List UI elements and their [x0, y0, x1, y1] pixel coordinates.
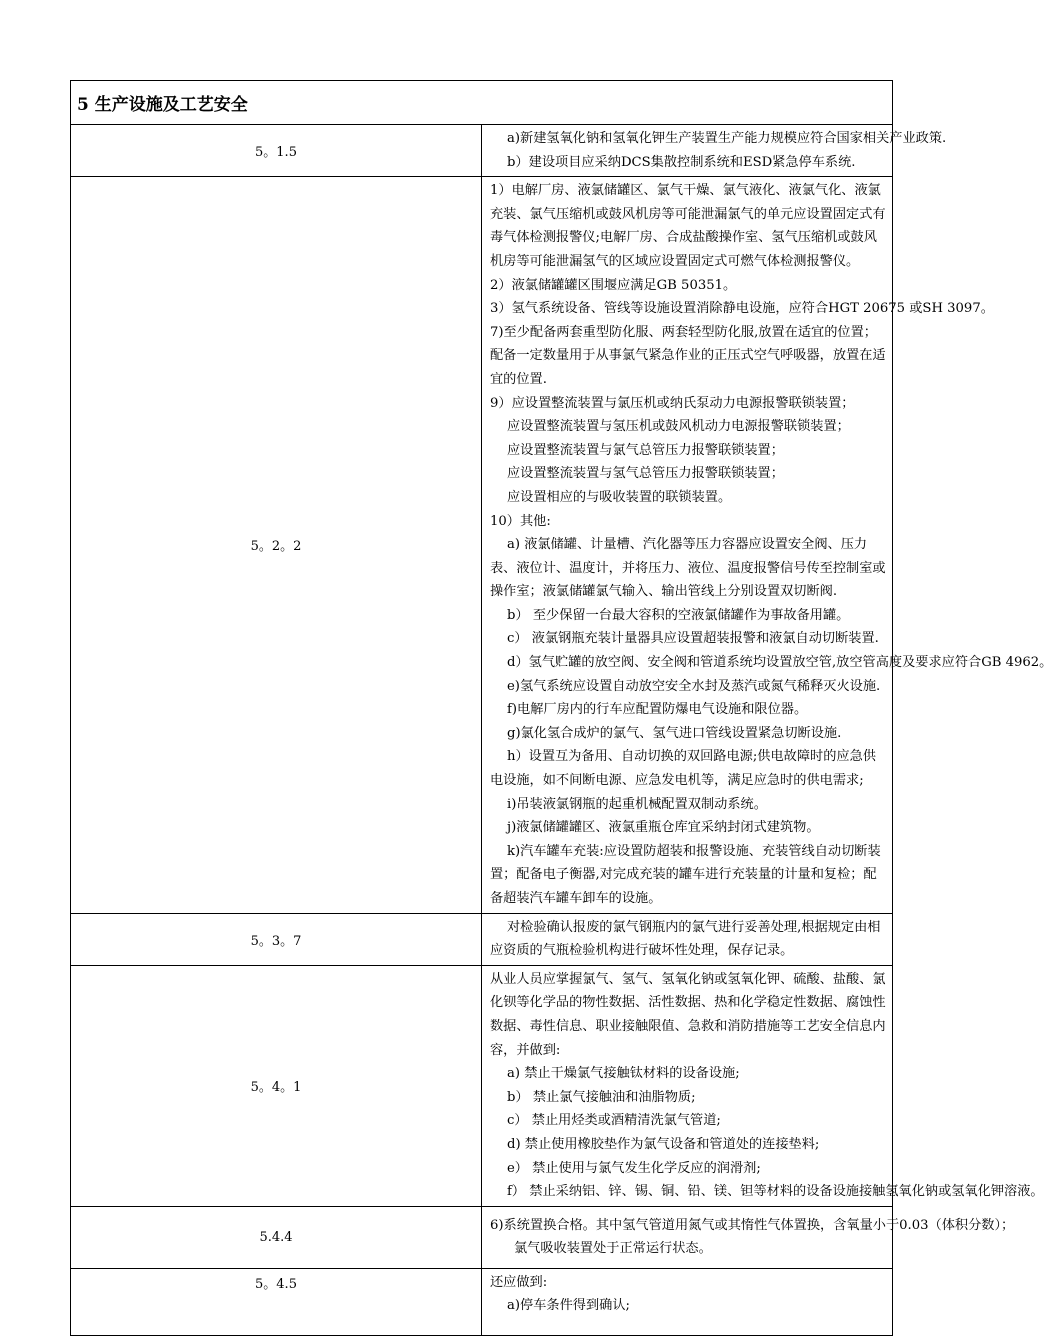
text-line: 应设置整流装置与氢气总管压力报警联锁装置；: [507, 466, 784, 482]
text-line: e） 禁止使用与氯气发生化学反应的润滑剂;: [507, 1160, 761, 1176]
text-line: 9）应设置整流装置与氯压机或纳氏泵动力电源报警联锁装置；: [490, 395, 855, 411]
text-line: 应设置相应的与吸收装置的联锁装置。: [507, 489, 732, 505]
text-line: 对检验确认报废的氯气钢瓶内的氯气进行妥善处理,根据规定由相应资质的气瓶检验机构进行破坏性处理，保存记录。: [490, 919, 881, 959]
clause-number: 5.4.4: [71, 1206, 482, 1268]
text-line: i)吊装液氯钢瓶的起重机械配置双制动系统。: [507, 796, 767, 812]
text-line: b） 禁止氯气接触油和油脂物质;: [507, 1089, 696, 1105]
clause-number: 5。3。7: [71, 913, 482, 965]
section-header-row: [71, 81, 893, 125]
text-line: e)氢气系统应设置自动放空安全水封及蒸汽或氮气稀释灭火设施.: [507, 678, 881, 694]
clause-number: 5。1.5: [71, 125, 482, 177]
clause-text: [482, 1268, 893, 1335]
text-line: b） 至少保留一台最大容积的空液氯储罐作为事故备用罐。: [507, 607, 850, 623]
table-row: [71, 965, 893, 1206]
table-row: [71, 125, 893, 177]
text-line: 从业人员应掌握氯气、氢气、氢氧化钠或氢氧化钾、硫酸、盐酸、氯化钡等化学品的物性数据、活性数据、热和化学稳定性数据、腐蚀性数据、毒性信息、职业接触限值、急救和消防措施等工艺安全信息内容，并做到:: [490, 971, 886, 1058]
text-line: 3）氢气系统设备、管线等设施设置消除静电设施，应符合HGT 20675 或SH 3097。: [490, 301, 994, 317]
text-line: 氯气吸收装置处于正常运行状态。: [514, 1241, 712, 1257]
table-row: [71, 1268, 893, 1335]
text-line: a) 禁止干燥氯气接触钛材料的设备设施;: [507, 1066, 740, 1082]
text-line: 2）液氯储罐罐区围堰应满足GB 50351。: [490, 277, 737, 293]
text-line: c） 液氯钢瓶充装计量器具应设置超装报警和液氯自动切断装置.: [507, 631, 879, 647]
clause-text: [482, 965, 1044, 1206]
text-line: 1）电解厂房、液氯储罐区、氯气干燥、氯气液化、液氯气化、液氯充装、氯气压缩机或鼓风机房等可能泄漏氯气的单元应设置固定式有毒气体检测报警仪;电解厂房、合成盐酸操作室、氢气压缩机或鼓风机房等可能泄漏氢气的区域应设置固定式可燃气体检测报警仪。: [490, 183, 886, 269]
text-line: d) 禁止使用橡胶垫作为氯气设备和管道处的连接垫料;: [507, 1136, 820, 1152]
safety-requirements-table: [70, 80, 1052, 1336]
text-line: 10）其他:: [490, 513, 551, 529]
text-line: a) 液氯储罐、计量槽、汽化器等压力容器应设置安全阀、压力表、液位计、温度计，并将压力、液位、温度报警信号传至控制室或操作室；液氯储罐氯气输入、输出管线上分别设置双切断阀.: [490, 537, 886, 600]
text-line: 应设置整流装置与氯气总管压力报警联锁装置；: [507, 442, 784, 458]
text-line: k)汽车罐车充装:应设置防超装和报警设施、充装管线自动切断装置；配备电子衡器,对完成充装的罐车进行充装量的计量和复检；配备超装汽车罐车卸车的设施。: [490, 843, 881, 906]
text-line: c） 禁止用烃类或酒精清洗氯气管道;: [507, 1113, 721, 1129]
text-line: 6)系统置换合格。其中氢气管道用氮气或其惰性气体置换，含氧量小于0.03（体积分数）；: [490, 1217, 1015, 1233]
clause-text: [482, 913, 893, 965]
text-line: d）氢气贮罐的放空阀、安全阀和管道系统均设置放空管,放空管高度及要求应符合GB 4962。: [507, 655, 1052, 671]
clause-number: 5。2。2: [71, 177, 482, 913]
clause-number: 5。4。1: [71, 965, 482, 1206]
table-row: [71, 913, 893, 965]
text-line: 7)至少配备两套重型防化服、两套轻型防化服,放置在适宜的位置；配备一定数量用于从事氯气紧急作业的正压式空气呼吸器，放置在适宜的位置.: [490, 324, 886, 387]
table-row: [71, 1206, 893, 1268]
clause-text: [482, 125, 947, 177]
text-line: 还应做到:: [490, 1274, 548, 1290]
text-line: f） 禁止采纳铝、锌、锡、铜、铅、镁、钽等材料的设备设施接触氢氧化钠或氢氧化钾溶液。: [507, 1184, 1044, 1200]
text-line: b）建设项目应采纳DCS集散控制系统和ESD紧急停车系统.: [507, 154, 856, 170]
clause-text: [482, 177, 1052, 913]
text-line: 应设置整流装置与氢压机或鼓风机动力电源报警联锁装置；: [507, 419, 850, 435]
table-row: [71, 177, 893, 913]
clause-number: 5。4.5: [71, 1268, 482, 1335]
text-line: a)停车条件得到确认;: [507, 1298, 630, 1314]
text-line: a)新建氢氧化钠和氢氧化钾生产装置生产能力规模应符合国家相关产业政策.: [507, 131, 947, 146]
text-line: h）设置互为备用、自动切换的双回路电源;供电故障时的应急供电设施，如不间断电源、应急发电机等，满足应急时的供电需求;: [490, 749, 876, 789]
clause-text: [482, 1206, 1015, 1268]
text-line: j)液氯储罐罐区、液氯重瓶仓库宜采纳封闭式建筑物。: [507, 820, 820, 836]
text-line: g)氯化氢合成炉的氯气、氢气进口管线设置紧急切断设施.: [507, 725, 842, 741]
text-line: f)电解厂房内的行车应配置防爆电气设施和限位器。: [507, 702, 808, 718]
section-title: 5 生产设施及工艺安全: [71, 81, 893, 125]
